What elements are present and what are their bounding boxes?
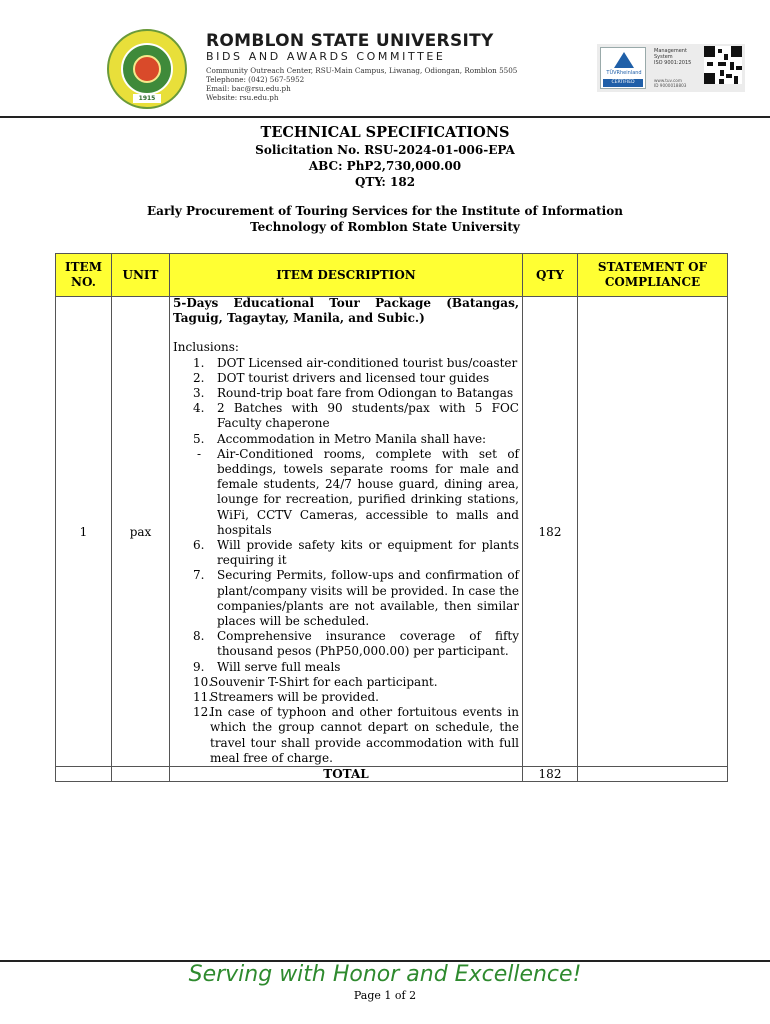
list-item: [173, 401, 519, 431]
solicitation-number: Solicitation No. RSU-2024-01-006-EPA: [255, 143, 515, 157]
list-item-text: Streamers will be provided.: [210, 690, 379, 705]
list-item: [173, 356, 519, 371]
iso-certification-badge: [597, 44, 745, 92]
list-item-bullet: -: [197, 446, 202, 461]
total-compliance-cell: [578, 767, 728, 782]
university-seal-logo: [107, 29, 187, 109]
list-item-text: Souvenir T-Shirt for each participant.: [210, 674, 438, 689]
list-item-text: DOT tourist drivers and licensed tour guides: [217, 370, 490, 385]
package-title: 5-Days Educational Tour Package (Batangas, Taguig, Tagaytay, Manila, and Subic.): [173, 296, 519, 326]
project-title-line2: Technology of Romblon State University: [250, 219, 520, 234]
university-name: ROMBLON STATE UNIVERSITY: [206, 31, 494, 51]
cert-system-text: Management System: [654, 48, 687, 60]
qty-cell: 182: [523, 297, 578, 767]
seal-inner-ring: [121, 43, 173, 95]
quantity: QTY: 182: [354, 175, 416, 189]
cert-id-text: ID 9000018803: [654, 83, 687, 88]
list-item-text: Will provide safety kits or equipment for plants requiring it: [217, 538, 519, 568]
list-item-number: 5.: [193, 431, 205, 446]
list-item: [173, 432, 519, 447]
list-item: [173, 568, 519, 629]
col-description: ITEM DESCRIPTION: [170, 254, 523, 297]
cert-id: [654, 78, 686, 88]
cert-site-text: www.tuv.com: [654, 78, 682, 83]
list-item: [173, 386, 519, 401]
list-item-number: 10.: [193, 674, 213, 689]
compliance-cell[interactable]: [578, 297, 728, 767]
list-item-text: Air-Conditioned rooms, complete with set of beddings, towels separate rooms for male and female students, 24/7 house guard, dining area, lounge for recreation, purified drinking stations, WiFi, CCTV Cameras, accessible to malls and hospitals: [217, 446, 519, 537]
inclusions-label: Inclusions:: [173, 340, 239, 355]
certified-label: CERTIFIED: [603, 79, 643, 87]
motto: Serving with Honor and Excellence!: [188, 962, 582, 987]
seal-emblem: [133, 55, 161, 83]
list-item-text: 2 Batches with 90 students/pax with 5 FOC Faculty chaperone: [217, 401, 519, 431]
tuv-triangle-icon: [614, 52, 634, 68]
cert-system: [654, 48, 700, 66]
list-item-number: 12.: [193, 705, 213, 720]
telephone-line: Telephone: (042) 567-5952: [206, 75, 305, 84]
abc-amount: ABC: PhP2,730,000.00: [308, 159, 462, 173]
list-item-text: Will serve full meals: [217, 659, 341, 674]
list-item-number: 9.: [193, 659, 205, 674]
list-item: [173, 371, 519, 386]
col-compliance: [578, 254, 728, 297]
email-line: Email: bac@rsu.edu.ph: [206, 84, 291, 93]
list-item-number: 4.: [193, 401, 205, 416]
table-row: [56, 297, 728, 767]
tuv-logo: [600, 47, 646, 89]
list-item: [173, 538, 519, 568]
list-item-text: DOT Licensed air-conditioned tourist bus/coaster: [217, 355, 518, 370]
list-item-number: 3.: [193, 386, 205, 401]
tuv-name: TÜVRheinland: [606, 70, 642, 76]
col-unit: UNIT: [112, 254, 170, 297]
list-item-number: 6.: [193, 538, 205, 553]
list-item: [173, 629, 519, 659]
list-item-number: 8.: [193, 629, 205, 644]
table-header-row: [56, 254, 728, 297]
specifications-table: [55, 253, 728, 782]
description-cell: [170, 297, 523, 767]
col-item-no: [56, 254, 112, 297]
cert-iso-text: ISO 9001:2015: [654, 60, 692, 66]
item-no-cell: 1: [56, 297, 112, 767]
office-name: BIDS AND AWARDS COMMITTEE: [206, 50, 446, 63]
list-item-number: 2.: [193, 370, 205, 385]
list-item-text: Securing Permits, follow-ups and confirmation of plant/company visits will be provided. In case the companies/plants are not available, then similar places will be scheduled.: [217, 568, 519, 629]
list-item: [173, 675, 519, 690]
project-title: [0, 204, 770, 235]
col-item-no-label: ITEM NO.: [65, 260, 102, 289]
list-item: [173, 660, 519, 675]
list-item-number: 7.: [193, 568, 205, 583]
project-title-line1: Early Procurement of Touring Services for the Institute of Information: [147, 204, 623, 218]
qr-code-icon: [704, 46, 742, 84]
document-title: TECHNICAL SPECIFICATIONS: [260, 124, 510, 141]
total-row: [56, 767, 728, 782]
list-item-sub: [173, 447, 519, 538]
col-compliance-label: STATEMENT OF COMPLIANCE: [597, 260, 708, 289]
header-divider: [0, 116, 770, 118]
seal-year: 1915: [133, 94, 161, 103]
total-empty-cell: [56, 767, 112, 782]
list-item: [173, 705, 519, 766]
contact-block: [206, 66, 517, 102]
total-empty-cell: [112, 767, 170, 782]
unit-cell: pax: [112, 297, 170, 767]
total-qty: 182: [523, 767, 578, 782]
list-item-text: Round-trip boat fare from Odiongan to Batangas: [217, 386, 514, 401]
inclusions-list: [173, 356, 519, 766]
list-item-text: Comprehensive insurance coverage of fifty thousand pesos (PhP50,000.00) per participant.: [217, 629, 519, 659]
col-qty: QTY: [523, 254, 578, 297]
list-item-text: Accommodation in Metro Manila shall have:: [217, 431, 487, 446]
list-item: [173, 690, 519, 705]
list-item-text: In case of typhoon and other fortuitous events in which the group cannot depart on schedule, the travel tour shall provide accommodation with full meal free of charge.: [210, 705, 519, 765]
website-line: Website: rsu.edu.ph: [206, 93, 279, 102]
total-label: TOTAL: [170, 767, 523, 782]
page-number: Page 1 of 2: [353, 989, 417, 1002]
address-line: Community Outreach Center, RSU-Main Campus, Liwanag, Odiongan, Romblon 5505: [206, 66, 518, 75]
list-item-number: 11.: [193, 690, 213, 705]
list-item-number: 1.: [193, 355, 205, 370]
